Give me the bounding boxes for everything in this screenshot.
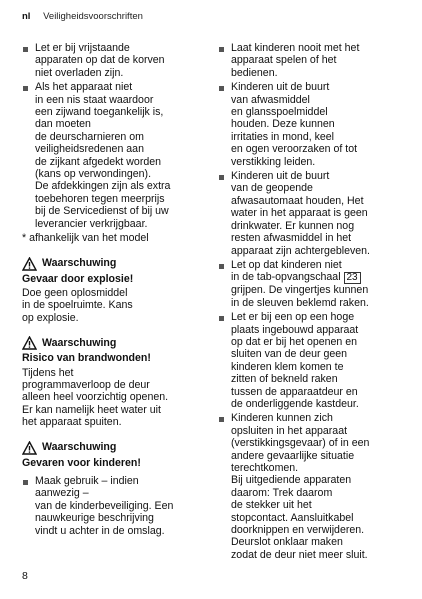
right-column (218, 42, 408, 563)
warning-title: Gevaren voor kinderen! (22, 456, 141, 469)
warning-bullet-list (22, 475, 208, 537)
language-code: nl (22, 11, 31, 22)
warning-burns (22, 336, 208, 428)
list-item: Als het apparaat niet in een nis staat waardoor een zijwand toegankelijk is, dan moeten de deurscharnieren om veiligheidsredenen aan de zijkant afgedekt worden (kans op verwondingen). De afdekkingen zijn als extra toebehoren tegen meerprijs bij de Servicedienst of bij uw leverancier verkrijgbaar. (22, 81, 208, 230)
warning-heading (22, 441, 208, 455)
page-number: 8 (22, 570, 28, 582)
tab-text-after: grijpen. De vingertjes kunnen in de sleuven beklemd raken. (231, 284, 369, 309)
warning-text: Tijdens het programmaverloop de deur alleen heel voorzichtig openen. Er kan namelijk heet water uit het apparaat spuiten. (22, 366, 169, 429)
warning-heading (22, 336, 208, 350)
list-item: Let er bij vrijstaande apparaten op dat de korven niet overladen zijn. (22, 42, 208, 79)
warning-triangle-icon (22, 336, 37, 350)
list-item (218, 259, 408, 309)
warning-title: Risico van brandwonden! (22, 352, 151, 365)
left-column (22, 42, 208, 549)
list-item: Laat kinderen nooit met het apparaat spelen of het bedienen. (218, 42, 408, 79)
list-item: Kinderen kunnen zich opsluiten in het apparaat (verstikkingsgevaar) of in een andere gevaarlijke situatie terechtkomen. Bij uitgediende apparaten daarom: Trek daarom de stekker uit het stopcontact. Aansluitkabel doorknippen en verwijderen. Deurslot onklaar maken zodat de deur niet meer sluit. (218, 412, 408, 561)
warning-triangle-icon (22, 441, 37, 455)
warning-title: Gevaar door explosie! (22, 272, 134, 285)
page-reference-box: 23 (344, 272, 361, 284)
section-title: Veiligheidsvoorschriften (43, 11, 143, 22)
right-bullet-list (218, 42, 408, 561)
warning-label: Waarschuwing (42, 336, 117, 349)
list-item: Maak gebruik – indien aanwezig – van de kinderbeveiliging. Een nauwkeurige beschrijving vindt u achter in de omslag. (22, 475, 208, 537)
list-item: Kinderen uit de buurt van afwasmiddel en glansspoelmiddel houden. Deze kunnen irritaties in mond, keel en ogen veroorzaken of tot verstikking leiden. (218, 81, 408, 168)
warning-label: Waarschuwing (42, 441, 117, 454)
list-item: Kinderen uit de buurt van de geopende afwasautomaat houden, Het water in het apparaat is geen drinkwater. Er kunnen nog resten afwasmiddel in het apparaat zijn achtergebleven. (218, 170, 408, 257)
tab-text-before: Let op dat kinderen niet in de tab-opvangschaal (231, 258, 342, 284)
page-header (22, 11, 143, 22)
warning-children (22, 441, 208, 537)
left-bullet-list (22, 42, 208, 230)
warning-heading (22, 257, 208, 271)
warning-explosion (22, 257, 208, 325)
warning-triangle-icon (22, 257, 37, 271)
model-footnote: * afhankelijk van het model (22, 232, 149, 245)
warning-label: Waarschuwing (42, 257, 117, 270)
warning-text: Doe geen oplosmiddel in de spoelruimte. Kans op explosie. (22, 286, 133, 324)
list-item: Let er bij een op een hoge plaats ingebouwd apparaat op dat er bij het openen en sluiten van de deur geen kinderen klem komen te zitten of bekneld raken tussen de apparaatdeur en de onderliggende kastdeur. (218, 311, 408, 410)
